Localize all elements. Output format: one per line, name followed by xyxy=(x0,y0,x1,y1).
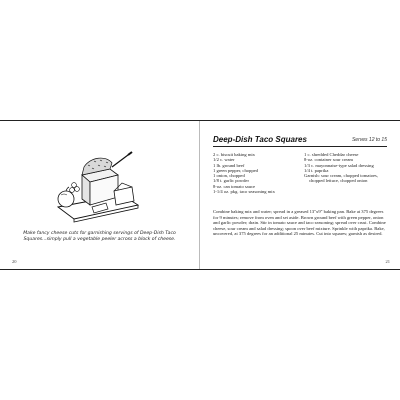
left-page xyxy=(0,121,199,269)
ingredient-item: 1 green pepper, chopped xyxy=(213,167,258,173)
right-page xyxy=(200,121,400,269)
ingredient-item: 1/3 c. mayonnaise-type salad dressing xyxy=(304,162,374,168)
ingredient-item: 1/8 t. garlic powder xyxy=(213,178,249,184)
ingredient-item: Garnish: sour cream, chopped tomatoes, chopped lettuce, chopped onion xyxy=(304,173,378,184)
ingredient-item: 1-1/4 oz. pkg. taco seasoning mix xyxy=(213,189,275,195)
ingredient-item: 8-oz. can tomato sauce xyxy=(213,183,256,189)
page-number-right: 21 xyxy=(385,259,390,264)
ingredient-item: 8-oz. container sour cream xyxy=(304,157,353,163)
recipe-title: Deep-Dish Taco Squares xyxy=(213,135,307,144)
ingredient-item: 1 c. shredded Cheddar cheese xyxy=(304,152,359,157)
title-rule xyxy=(213,146,387,147)
ingredient-item: 2 c. biscuit baking mix xyxy=(213,152,255,157)
ingredient-item: 1 onion, chopped xyxy=(213,173,245,179)
ingredient-item: 1/2 c. water xyxy=(213,157,235,163)
recipe-directions: Combine baking mix and water; spread in a greased 13"x9" baking pan. Bake at 375 degrees for 9 minutes; remove from oven and set aside. Brown ground beef with green pepper, onion and garlic powder; drain. Stir in tomato sauce and taco seasoning; spread over crust. Combine cheese, sour cream and salad dressing; spoon over beef mixture. Sprinkle with paprika. Bake, uncovered, at 375 degrees for an additional 25 minutes. Cut into squares; garnish as desired. xyxy=(213,209,386,237)
ingredient-item: 1/4 t. paprika xyxy=(304,167,329,173)
ingredient-item: 1 lb. ground beef xyxy=(213,162,245,168)
ingredients-column-2 xyxy=(304,152,388,184)
serving-size: Serves 12 to 15 xyxy=(351,137,387,143)
illustration-caption: Make fancy cheese cuts for garnishing servings of Deep-Dish Taco Squares...simply pull a vegetable peeler across a block of cheese. xyxy=(23,231,176,243)
book-spread xyxy=(0,120,400,270)
ingredients-column-1 xyxy=(213,152,297,194)
cheese-board-illustration xyxy=(52,145,142,225)
page-number-left: 20 xyxy=(12,259,17,264)
